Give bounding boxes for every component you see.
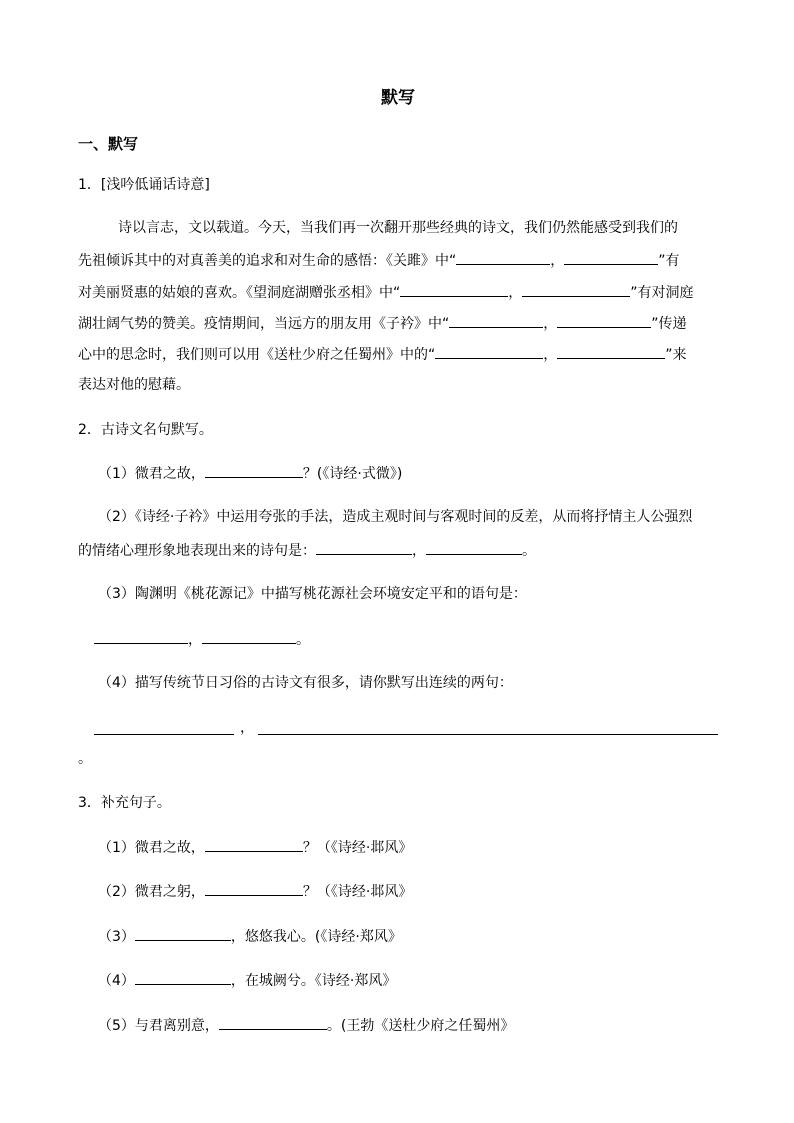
q2-item-3-answer [94, 629, 310, 650]
q2-item-4-end: 。 [78, 751, 92, 767]
q1-text: 心中的思念时，我们则可以用《送杜少府之任蜀州》中的“ [78, 347, 436, 363]
q1-text: 先祖倾诉其中的对真善美的追求和对生命的感悟：《关雎》中“ [78, 253, 457, 269]
q3-text: ，在城阙兮。《诗经·郑风》 [230, 973, 397, 989]
q3-text: （4） [98, 973, 135, 989]
q3-text: 。(王勃《送杜少府之任蜀州》 [326, 1018, 515, 1034]
q1-text: ”有 [658, 253, 680, 269]
answer-blank[interactable] [456, 250, 550, 265]
q3-item-2 [98, 881, 412, 902]
answer-blank[interactable] [557, 344, 665, 359]
q1-text: ”来 [665, 347, 687, 363]
q1-text: ， [508, 285, 523, 301]
q2-text: ？(《诗经·式微》) [302, 466, 403, 482]
answer-blank[interactable] [219, 1015, 327, 1030]
q1-tag: [浅吟低诵话诗意] [100, 177, 210, 193]
answer-blank[interactable] [258, 734, 718, 735]
q1-line-4 [78, 313, 687, 334]
q3-item-4 [98, 970, 396, 991]
q2-text: ， [412, 543, 426, 559]
q1-text: 湖壮阔气势的赞美。疫情期间，当远方的朋友用《子衿》中“ [78, 316, 450, 332]
answer-blank[interactable] [205, 463, 303, 478]
answer-blank[interactable] [522, 282, 630, 297]
page-title: 默写 [381, 88, 415, 108]
q1-text: 对美丽贤惠的姑娘的喜欢。《望洞庭湖赠张丞相》中“ [78, 285, 401, 301]
answer-blank[interactable] [426, 540, 522, 555]
section-heading: 一、默写 [78, 135, 139, 153]
q1-line-3 [78, 282, 694, 303]
q2-text: （1）微君之故， [98, 466, 205, 482]
answer-blank[interactable] [205, 837, 303, 852]
q1-text: ”有对洞庭 [630, 285, 694, 301]
q3-header: 3．补充句子。 [78, 795, 171, 811]
q2-text: 的情绪心理形象地表现出来的诗句是： [78, 543, 316, 559]
q1-text: ， [550, 253, 565, 269]
q1-line-1: 诗以言志，文以载道。今天，当我们再一次翻开那些经典的诗文，我们仍然能感受到我们的 [118, 220, 678, 236]
answer-blank[interactable] [435, 344, 543, 359]
answer-blank[interactable] [400, 282, 508, 297]
q2-item-2-line-2 [78, 540, 536, 561]
answer-blank[interactable] [205, 881, 303, 896]
q3-text: （3） [98, 929, 135, 945]
q3-text: （2）微君之躬， [98, 884, 205, 900]
q1-text: ”传递 [651, 316, 687, 332]
q2-item-1 [98, 463, 402, 484]
answer-blank[interactable] [316, 540, 412, 555]
q3-text: ？（《诗经·邶风》 [302, 840, 413, 856]
q2-text: 。 [296, 632, 310, 648]
q1-line-6: 表达对他的慰藉。 [78, 377, 190, 393]
q3-item-3 [98, 926, 402, 947]
q2-item-2-line-1: （2）《诗经·子衿》中运用夸张的手法，造成主观时间与客观时间的反差，从而将抒情主人公强烈 [98, 509, 693, 525]
q2-item-4-comma: ， [240, 720, 254, 736]
q2-text: ， [188, 632, 202, 648]
q3-text: （5）与君离别意， [98, 1018, 219, 1034]
q1-header [78, 175, 210, 195]
q3-item-5 [98, 1015, 514, 1036]
q2-item-4: （4）描写传统节日习俗的古诗文有很多，请你默写出连续的两句： [98, 675, 513, 691]
q2-header: 2．古诗文名句默写。 [78, 422, 213, 438]
answer-blank[interactable] [94, 629, 188, 644]
q1-text: ， [543, 347, 558, 363]
q1-line-5 [78, 344, 687, 365]
q1-line-2 [78, 250, 680, 271]
q3-text: ？（《诗经·邶风》 [302, 884, 413, 900]
q3-text: （1）微君之故， [98, 840, 205, 856]
q3-text: ，悠悠我心。(《诗经·郑风》 [230, 929, 402, 945]
q2-item-3: （3）陶渊明《桃花源记》中描写桃花源社会环境安定平和的语句是： [98, 586, 527, 602]
answer-blank[interactable] [449, 313, 543, 328]
q2-text: 。 [522, 543, 536, 559]
answer-blank[interactable] [94, 734, 234, 735]
answer-blank[interactable] [135, 970, 231, 985]
answer-blank[interactable] [135, 926, 231, 941]
answer-blank[interactable] [557, 313, 651, 328]
q3-item-1 [98, 837, 412, 858]
q1-text: ， [543, 316, 558, 332]
q1-number: 1． [78, 177, 101, 193]
answer-blank[interactable] [202, 629, 296, 644]
answer-blank[interactable] [564, 250, 658, 265]
